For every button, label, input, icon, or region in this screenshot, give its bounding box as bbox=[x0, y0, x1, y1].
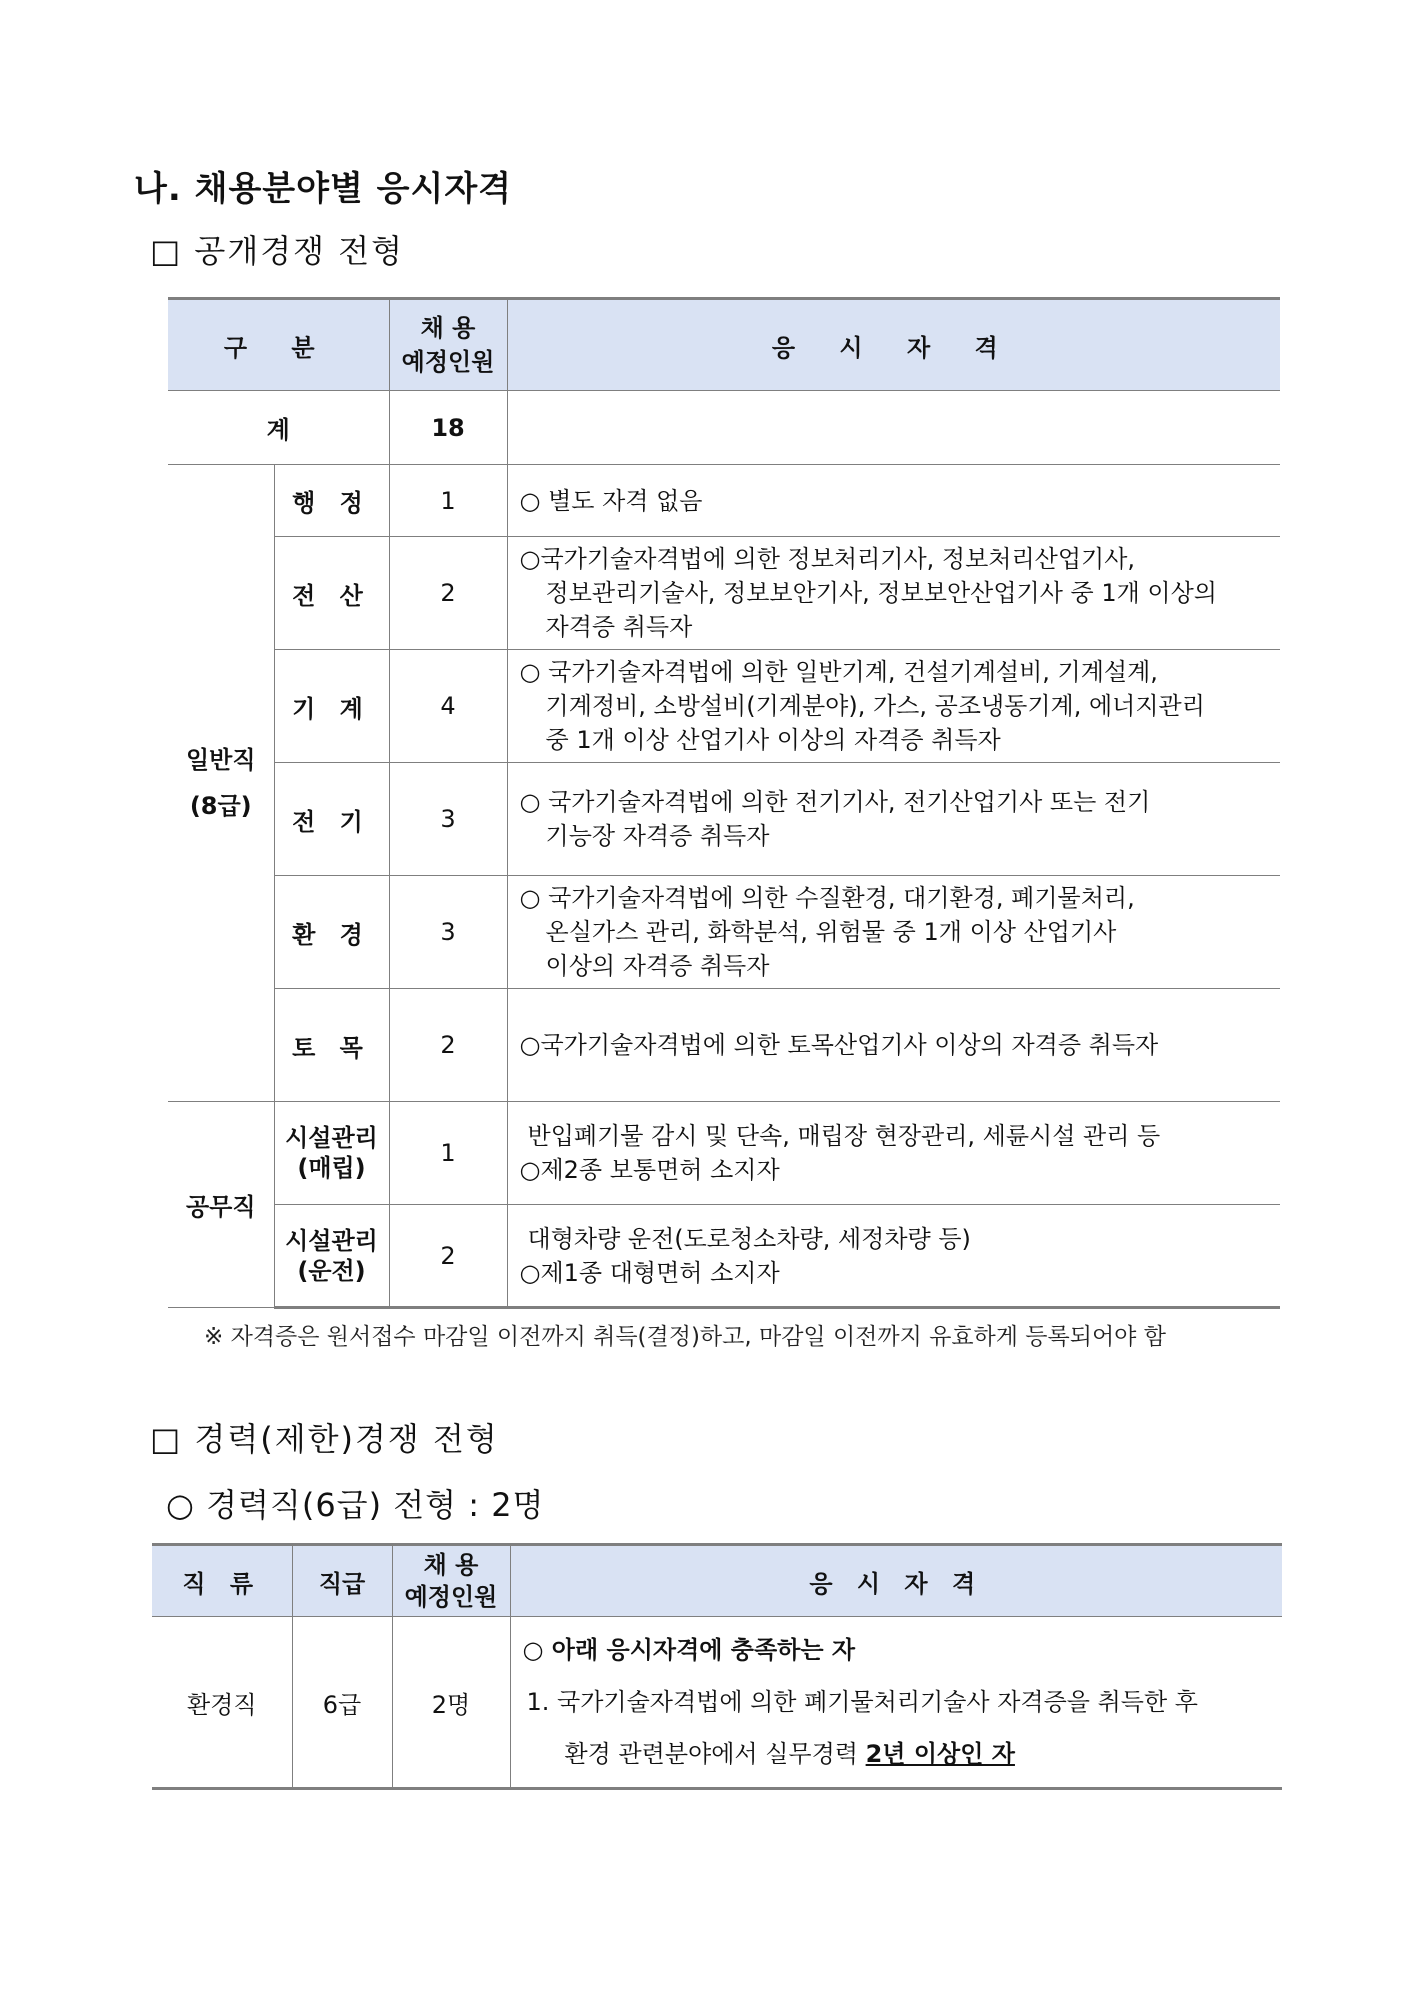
row-qualification: ○국가기술자격법에 의한 토목산업기사 이상의 자격증 취득자 bbox=[507, 989, 1280, 1102]
row-qualification: ○국가기술자격법에 의한 정보처리기사, 정보처리산업기사, 정보관리기술사, 정보보안기사, 정보보안산업기사 중 1개 이상의 자격증 취득자 bbox=[507, 537, 1280, 650]
row-count: 4 bbox=[389, 650, 507, 763]
row-count: 2 bbox=[389, 1205, 507, 1308]
row-count: 1 bbox=[389, 1102, 507, 1205]
row-count: 3 bbox=[389, 876, 507, 989]
table-footnote: ※ 자격증은 원서접수 마감일 이전까지 취득(결정)하고, 마감일 이전까지 유효하게 등록되어야 함 bbox=[204, 1324, 1166, 1350]
open-recruitment-table bbox=[168, 297, 1280, 1309]
row-name: 시설관리 (운전) bbox=[274, 1205, 389, 1308]
count-cell: 2명 bbox=[392, 1617, 510, 1789]
row-count: 2 bbox=[389, 537, 507, 650]
qualification-cell: ○ 아래 응시자격에 충족하는 자 1. 국가기술자격법에 의한 폐기물처리기술사 자격증을 취득한 후 환경 관련분야에서 실무경력 2년 이상인 자 bbox=[510, 1617, 1282, 1789]
header-job: 직 류 bbox=[152, 1545, 292, 1617]
row-count: 2 bbox=[389, 989, 507, 1102]
header-qualification: 응 시 자 격 bbox=[510, 1545, 1282, 1617]
row-qualification: ○ 국가기술자격법에 의한 일반기계, 건설기계설비, 기계설계, 기계정비, 소방설비(기계분야), 가스, 공조냉동기계, 에너지관리 중 1개 이상 산업기사 이상의 자격증 취득자 bbox=[507, 650, 1280, 763]
row-name: 전 기 bbox=[274, 763, 389, 876]
subsection-title-open: □ 공개경쟁 전형 bbox=[150, 232, 405, 270]
career-recruitment-table bbox=[152, 1543, 1282, 1790]
total-count: 18 bbox=[389, 391, 507, 465]
total-qualification bbox=[507, 391, 1280, 465]
row-name: 토 목 bbox=[274, 989, 389, 1102]
row-name: 환 경 bbox=[274, 876, 389, 989]
row-qualification: ○ 국가기술자격법에 의한 수질환경, 대기환경, 폐기물처리, 온실가스 관리, 화학분석, 위험물 중 1개 이상 산업기사 이상의 자격증 취득자 bbox=[507, 876, 1280, 989]
row-qualification: ○ 국가기술자격법에 의한 전기기사, 전기산업기사 또는 전기 기능장 자격증 취득자 bbox=[507, 763, 1280, 876]
row-name: 행 정 bbox=[274, 465, 389, 537]
section-heading: 나. 채용분야별 응시자격 bbox=[134, 169, 513, 209]
row-name: 기 계 bbox=[274, 650, 389, 763]
row-qualification: ○ 별도 자격 없음 bbox=[507, 465, 1280, 537]
row-name: 전 산 bbox=[274, 537, 389, 650]
header-qualification: 응 시 자 격 bbox=[507, 299, 1280, 391]
header-count: 채 용 예정인원 bbox=[392, 1545, 510, 1617]
career-subtitle: ○ 경력직(6급) 전형 : 2명 bbox=[166, 1486, 545, 1524]
header-grade: 직급 bbox=[292, 1545, 392, 1617]
grade-cell: 6급 bbox=[292, 1617, 392, 1789]
row-qualification: 반입폐기물 감시 및 단속, 매립장 현장관리, 세륜시설 관리 등 ○제2종 보통면허 소지자 bbox=[507, 1102, 1280, 1205]
row-qualification: 대형차량 운전(도로청소차량, 세정차량 등) ○제1종 대형면허 소지자 bbox=[507, 1205, 1280, 1308]
row-count: 1 bbox=[389, 465, 507, 537]
subsection-title-career: □ 경력(제한)경쟁 전형 bbox=[150, 1420, 499, 1458]
header-category: 구 분 bbox=[168, 299, 389, 391]
group-worker-label: 공무직 bbox=[168, 1102, 274, 1308]
header-count: 채 용 예정인원 bbox=[389, 299, 507, 391]
row-name: 시설관리 (매립) bbox=[274, 1102, 389, 1205]
total-label: 계 bbox=[168, 391, 389, 465]
job-cell: 환경직 bbox=[152, 1617, 292, 1789]
group-general-label: 일반직 (8급) bbox=[168, 465, 274, 1102]
row-count: 3 bbox=[389, 763, 507, 876]
